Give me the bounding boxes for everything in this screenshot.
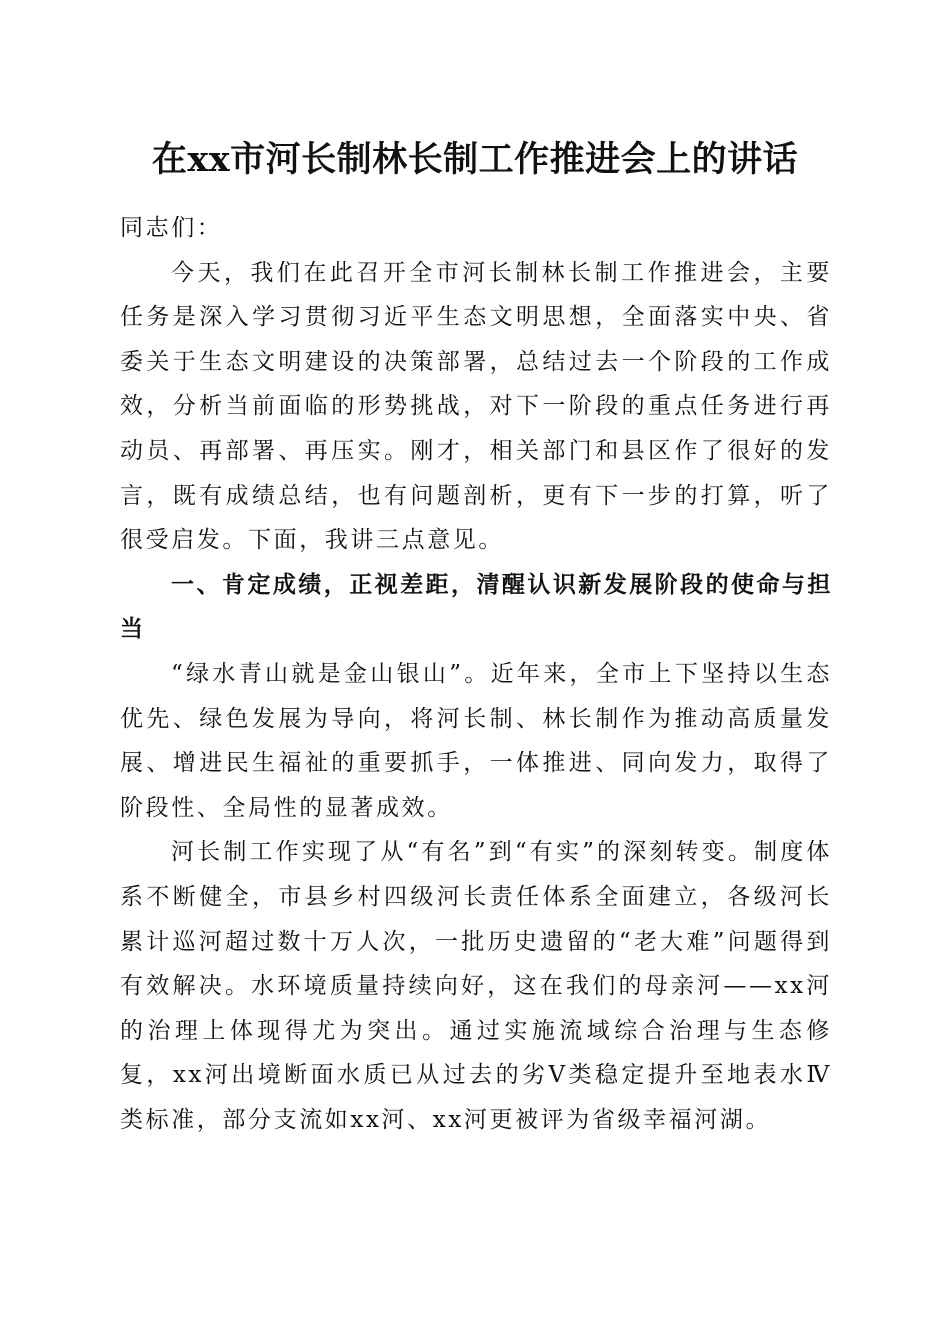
document-title: 在xx市河长制林长制工作推进会上的讲话 — [151, 139, 799, 180]
paragraph-achievements: “绿水青山就是金山银山”。近年来，全市上下坚持以生态优先、绿色发展为导向，将河长制、林长制作为推动高质量发展、增进民生福祉的重要抓手，一体推进、同向发力，取得了阶段性、全局性的显著成效。 — [120, 660, 832, 821]
document-body — [120, 206, 832, 1142]
paragraph-opening: 今天，我们在此召开全市河长制林长制工作推进会，主要任务是深入学习贯彻习近平生态文明思想，全面落实中央、省委关于生态文明建设的决策部署，总结过去一个阶段的工作成效，分析当前面临的形势挑战，对下一阶段的重点任务进行再动员、再部署、再压实。刚才，相关部门和县区作了很好的发言，既有成绩总结，也有问题剖析，更有下一步的打算，听了很受启发。下面，我讲三点意见。 — [120, 259, 832, 554]
salutation: 同志们： — [120, 215, 223, 241]
paragraph-river-chief: 河长制工作实现了从“有名”到“有实”的深刻转变。制度体系不断健全，市县乡村四级河长责任体系全面建立，各级河长累计巡河超过数十万人次，一批历史遗留的“老大难”问题得到有效解决。水环境质量持续向好，这在我们的母亲河——xx河的治理上体现得尤为突出。通过实施流域综合治理与生态修复，xx河出境断面水质已从过去的劣Ⅴ类稳定提升至地表水Ⅳ类标准，部分支流如xx河、xx河更被评为省级幸福河湖。 — [120, 839, 832, 1133]
section-heading-1: 一、肯定成绩，正视差距，清醒认识新发展阶段的使命与担当 — [120, 571, 832, 643]
